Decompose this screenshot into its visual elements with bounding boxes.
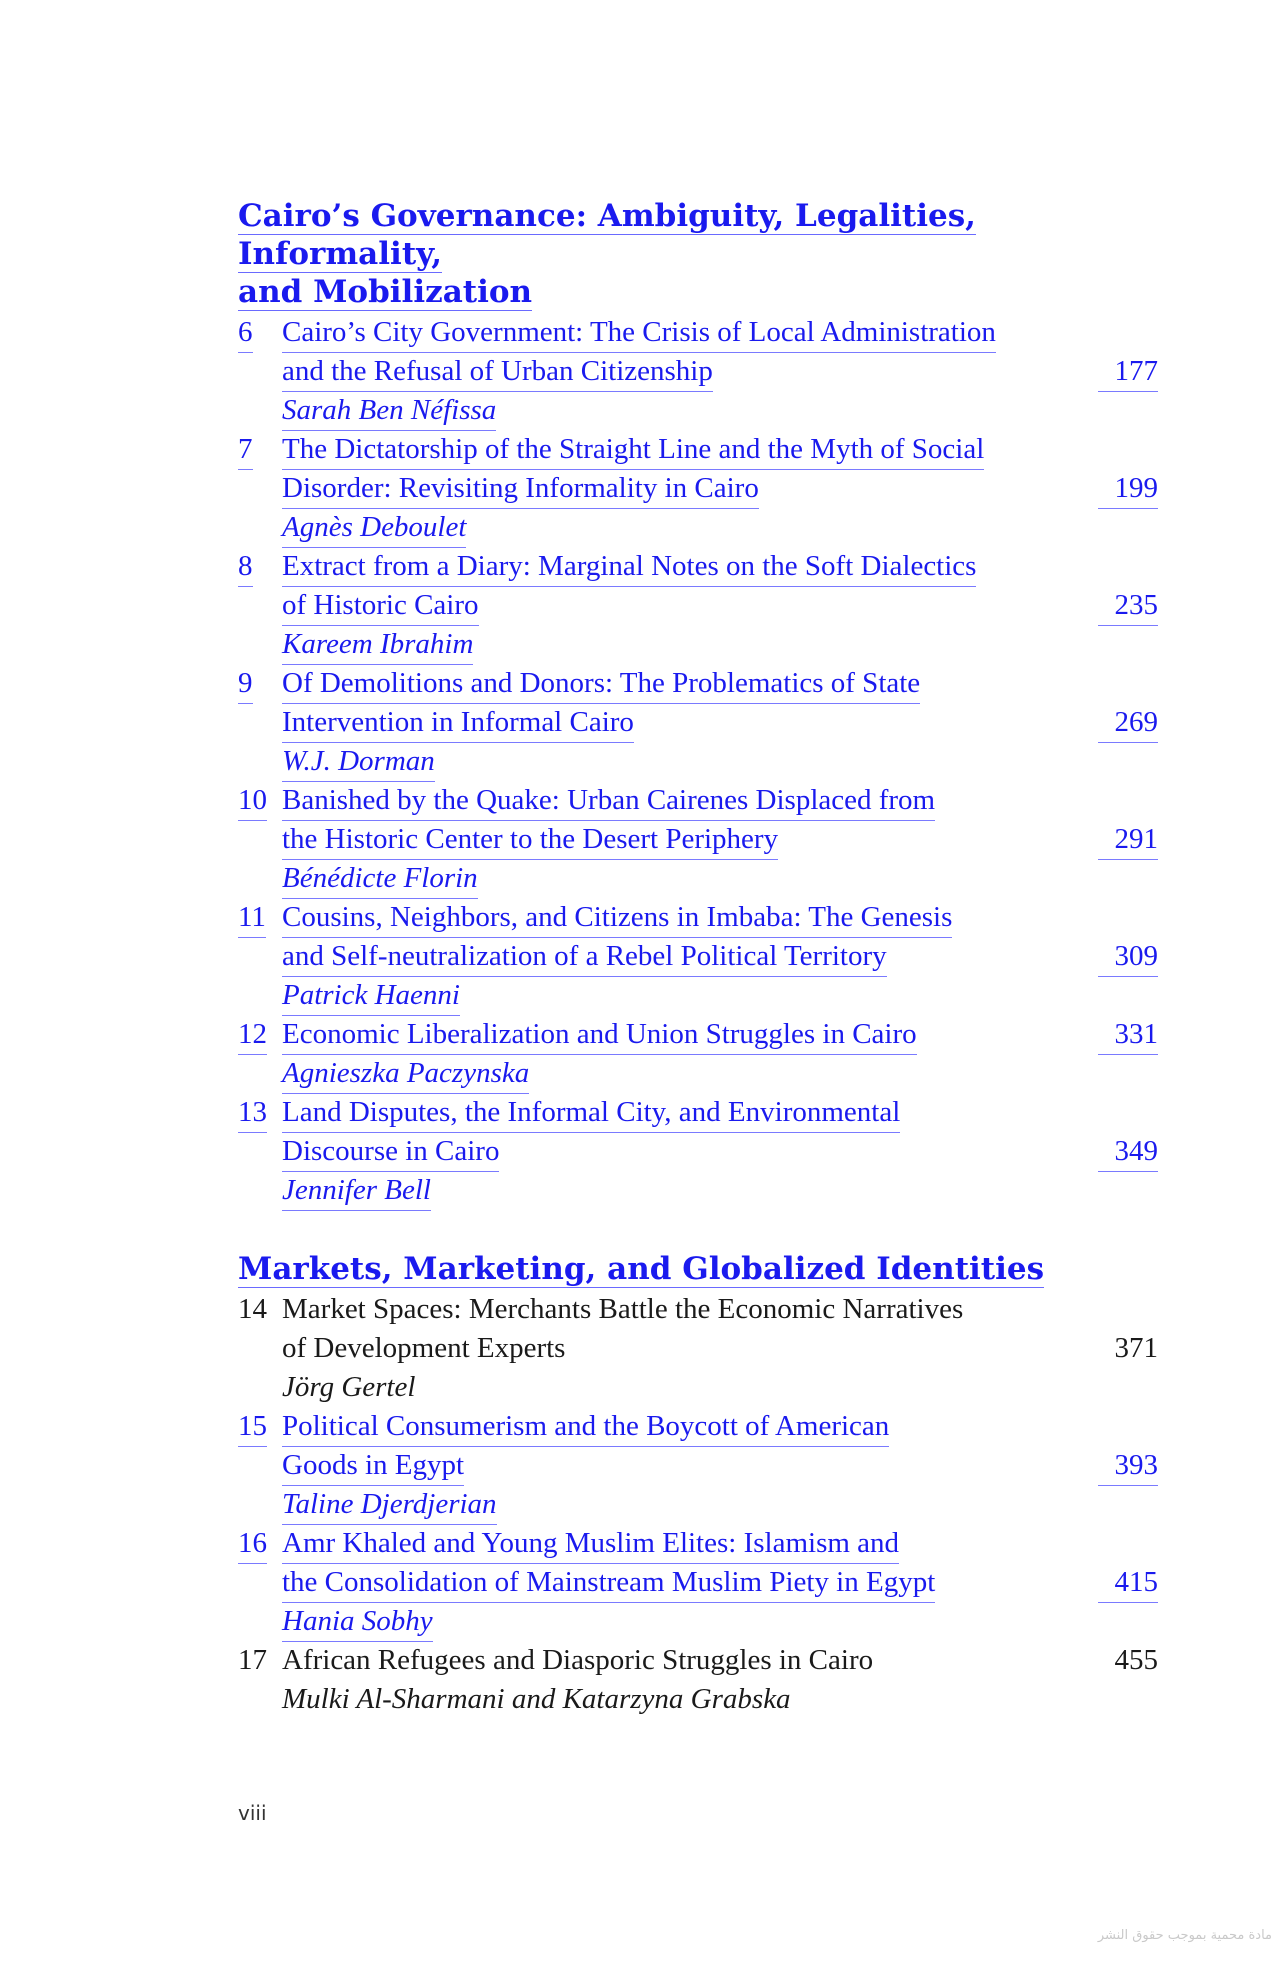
chapter-author[interactable]: Bénédicte Florin: [282, 859, 478, 899]
chapter-title-line[interactable]: Intervention in Informal Cairo: [282, 703, 634, 743]
chapter-number[interactable]: 11: [238, 898, 266, 938]
chapter-number[interactable]: 12: [238, 1015, 267, 1055]
page-number[interactable]: 393: [1098, 1446, 1158, 1486]
toc-entry-8[interactable]: [238, 547, 1158, 664]
section-title[interactable]: [238, 197, 1158, 311]
page-number[interactable]: 309: [1098, 937, 1158, 977]
chapter-title-line[interactable]: Goods in Egypt: [282, 1446, 464, 1486]
chapter-author[interactable]: Agnès Deboulet: [282, 508, 466, 548]
section-title-line[interactable]: and Mobilization: [238, 274, 533, 310]
page-number[interactable]: 291: [1098, 820, 1158, 860]
chapter-author[interactable]: Jennifer Bell: [282, 1171, 431, 1211]
chapter-title-line[interactable]: and the Refusal of Urban Citizenship: [282, 352, 713, 392]
chapter-title-line[interactable]: Discourse in Cairo: [282, 1132, 499, 1172]
chapter-title-line[interactable]: Cousins, Neighbors, and Citizens in Imbaba: The Genesis: [282, 898, 952, 938]
page-number[interactable]: 331: [1098, 1015, 1158, 1055]
chapter-author[interactable]: Sarah Ben Néfissa: [282, 391, 496, 431]
toc-entry-10[interactable]: [238, 781, 1158, 898]
chapter-title-line[interactable]: Land Disputes, the Informal City, and Environmental: [282, 1093, 900, 1133]
copyright-watermark: مادة محمية بموجب حقوق النشر: [1097, 1928, 1272, 1943]
page-number[interactable]: 199: [1098, 469, 1158, 509]
chapter-title-line: of Development Experts: [282, 1332, 566, 1364]
toc-entry-9[interactable]: [238, 664, 1158, 781]
table-of-contents: [238, 197, 1158, 1719]
chapter-title-line[interactable]: the Consolidation of Mainstream Muslim Piety in Egypt: [282, 1563, 935, 1603]
toc-entry-17: [238, 1641, 1158, 1719]
section-entries: [238, 1290, 1158, 1719]
chapter-author[interactable]: Patrick Haenni: [282, 976, 460, 1016]
page-number[interactable]: 235: [1098, 586, 1158, 626]
section-entries: [238, 313, 1158, 1210]
chapter-title-line[interactable]: Banished by the Quake: Urban Cairenes Displaced from: [282, 781, 935, 821]
toc-entry-12[interactable]: [238, 1015, 1158, 1093]
chapter-author[interactable]: Taline Djerdjerian: [282, 1485, 497, 1525]
page-number[interactable]: 349: [1098, 1132, 1158, 1172]
chapter-number[interactable]: 6: [238, 313, 253, 353]
page-number[interactable]: 415: [1098, 1563, 1158, 1603]
chapter-title-line[interactable]: Amr Khaled and Young Muslim Elites: Islamism and: [282, 1524, 899, 1564]
chapter-title-line[interactable]: Cairo’s City Government: The Crisis of Local Administration: [282, 313, 996, 353]
chapter-number[interactable]: 8: [238, 547, 253, 587]
chapter-author[interactable]: Hania Sobhy: [282, 1602, 433, 1642]
chapter-title-line[interactable]: Political Consumerism and the Boycott of American: [282, 1407, 889, 1447]
toc-entry-6[interactable]: [238, 313, 1158, 430]
chapter-number[interactable]: 9: [238, 664, 253, 704]
chapter-title-line: Market Spaces: Merchants Battle the Economic Narratives: [282, 1293, 964, 1325]
section-title-line[interactable]: Markets, Marketing, and Globalized Identities: [238, 1251, 1045, 1287]
chapter-title-line[interactable]: and Self-neutralization of a Rebel Political Territory: [282, 937, 887, 977]
chapter-author: Mulki Al-Sharmani and Katarzyna Grabska: [282, 1683, 791, 1715]
chapter-author[interactable]: W.J. Dorman: [282, 742, 435, 782]
chapter-title-line[interactable]: the Historic Center to the Desert Periphery: [282, 820, 778, 860]
toc-entry-7[interactable]: [238, 430, 1158, 547]
chapter-author[interactable]: Agnieszka Paczynska: [282, 1054, 529, 1094]
chapter-title-line[interactable]: Economic Liberalization and Union Struggles in Cairo: [282, 1015, 917, 1055]
page-number: 455: [1114, 1644, 1158, 1676]
chapter-title-line[interactable]: Of Demolitions and Donors: The Problematics of State: [282, 664, 920, 704]
toc-entry-13[interactable]: [238, 1093, 1158, 1210]
section-title-line[interactable]: Cairo’s Governance: Ambiguity, Legalities, Informality,: [238, 198, 976, 272]
page-number[interactable]: 177: [1098, 352, 1158, 392]
chapter-number[interactable]: 13: [238, 1093, 267, 1133]
chapter-number[interactable]: 16: [238, 1524, 267, 1564]
chapter-number[interactable]: 15: [238, 1407, 267, 1447]
folio-page-number: viii: [238, 1801, 267, 1825]
chapter-number: 17: [238, 1644, 267, 1676]
chapter-title-line: African Refugees and Diasporic Struggles in Cairo: [282, 1644, 874, 1676]
chapter-number[interactable]: 10: [238, 781, 267, 821]
chapter-title-line[interactable]: Disorder: Revisiting Informality in Cairo: [282, 469, 759, 509]
toc-entry-14: [238, 1290, 1158, 1407]
toc-entry-16[interactable]: [238, 1524, 1158, 1641]
toc-entry-11[interactable]: [238, 898, 1158, 1015]
chapter-author[interactable]: Kareem Ibrahim: [282, 625, 473, 665]
chapter-author: Jörg Gertel: [282, 1371, 416, 1403]
chapter-number: 14: [238, 1293, 267, 1325]
chapter-title-line[interactable]: of Historic Cairo: [282, 586, 479, 626]
chapter-title-line[interactable]: The Dictatorship of the Straight Line and the Myth of Social: [282, 430, 984, 470]
chapter-number[interactable]: 7: [238, 430, 253, 470]
toc-entry-15[interactable]: [238, 1407, 1158, 1524]
page-number[interactable]: 269: [1098, 703, 1158, 743]
section-title[interactable]: [238, 1250, 1158, 1288]
page-number: 371: [1114, 1332, 1158, 1364]
chapter-title-line[interactable]: Extract from a Diary: Marginal Notes on the Soft Dialectics: [282, 547, 976, 587]
